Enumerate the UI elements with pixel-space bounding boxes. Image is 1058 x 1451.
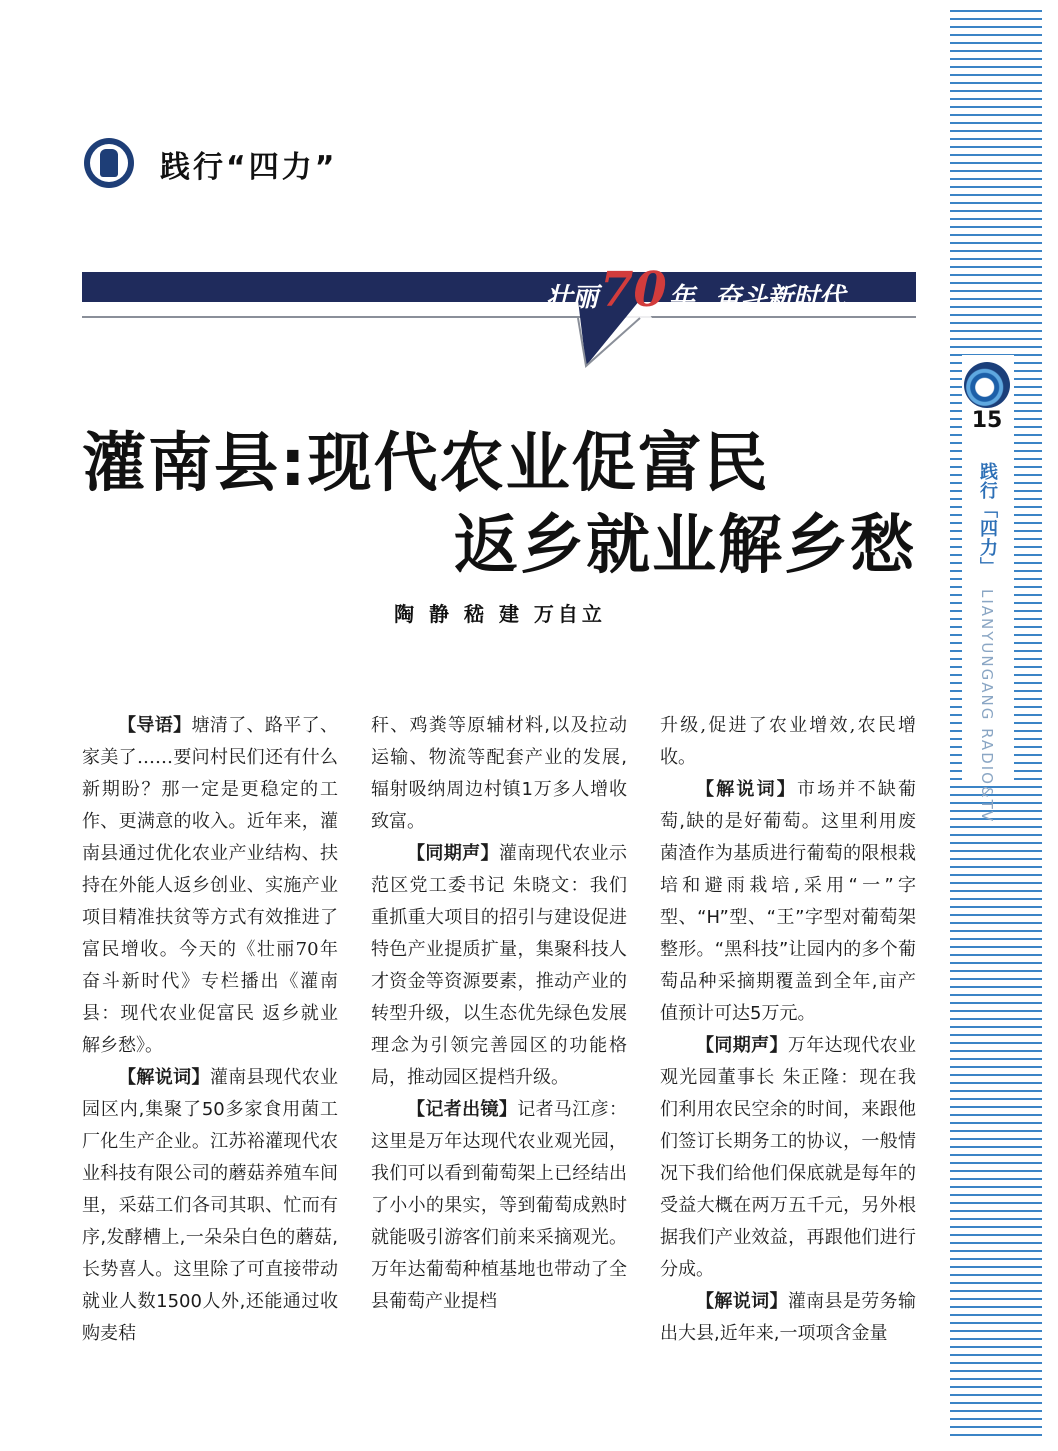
banner-part4: 奋斗新时代 (714, 283, 845, 313)
paragraph (371, 710, 627, 838)
banner-part3: 年 (668, 283, 695, 313)
paragraph (371, 838, 627, 1094)
side-column-label (974, 462, 1000, 823)
paragraph (82, 710, 338, 1062)
paragraph-text: 记者马江彦：这里是万年达现代农业观光园，我们可以看到葡萄架上已经结出了小小的果实，等到葡萄成熟时就能吸引游客们前来采摘观光。万年达葡萄种植基地也带动了全县葡萄产业提档 (371, 1099, 628, 1312)
paragraph-text: 万年达现代农业观光园董事长 朱正隆：现在我们利用农民空余的时间，来跟他们签订长期务工的协议，一般情况下我们给他们保底就是每年的受益大概在两万五千元，另外根据我们产业效益，再跟他们进行分成。 (660, 1035, 917, 1280)
paragraph-text: 灌南县现代农业园区内,集聚了50多家食用菌工厂化生产企业。江苏裕灌现代农业科技有限公司的蘑菇养殖车间里，采菇工们各司其职、忙而有序,发酵槽上,一朵朵白色的蘑菇,长势喜人。这里除了可直接带动就业人数1500人外,还能通过收购麦秸 (82, 1067, 339, 1344)
paragraph (660, 1030, 916, 1286)
paragraph-tag: 【导语】 (118, 715, 192, 736)
paragraph (371, 1094, 627, 1318)
article-column-1 (82, 710, 338, 1350)
paragraph (660, 774, 916, 1030)
paragraph-tag: 【记者出镜】 (407, 1099, 518, 1120)
banner-slogan (546, 262, 845, 318)
paragraph-text: 灌南现代农业示范区党工委书记 朱晓文：我们重抓重大项目的招引与建设促进特色产业提质扩量，集聚科技人才资金等资源要素，推动产业的转型升级，以生态优先绿色发展理念为引领完善园区的功能格局，推动园区提档升级。 (371, 843, 628, 1088)
side-column-cn: 践行「四力」 (977, 462, 998, 576)
side-column-en: LIANYUNGANG RADIO&TV (978, 588, 996, 823)
paragraph-text: 升级,促进了农业增效,农民增收。 (660, 715, 916, 768)
page-number: 15 (971, 408, 1003, 433)
authors: 陶 静 嵇 建 万自立 (394, 602, 606, 626)
banner-part2: 70 (600, 262, 667, 318)
section-title: 践行“四力” (160, 150, 338, 185)
paragraph-text: 灌南县是劳务输出大县,近年来,一项项含金量 (660, 1291, 917, 1344)
banner-arrow-icon (0, 0, 1058, 380)
paragraph-tag: 【解说词】 (696, 779, 797, 800)
article-column-2 (371, 710, 627, 1318)
banner-part1: 壮丽 (546, 283, 599, 313)
paragraph (660, 710, 916, 774)
paragraph-text: 秆、鸡粪等原辅材料,以及拉动运输、物流等配套产业的发展,辐射吸纳周边村镇1万多人增收致富。 (371, 715, 627, 832)
paragraph-tag: 【解说词】 (696, 1291, 788, 1312)
paragraph-tag: 【同期声】 (407, 843, 499, 864)
paragraph-tag: 【同期声】 (696, 1035, 788, 1056)
paragraph-text: 塘清了、路平了、家美了……要问村民们还有什么新期盼？那一定是更稳定的工作、更满意的收入。近年来，灌南县通过优化农业产业结构、扶持在外能人返乡创业、实施产业项目精准扶贫等方式有效推进了富民增收。今天的《壮丽70年 奋斗新时代》专栏播出《灌南县：现代农业促富民 返乡就业解乡愁》。 (82, 715, 339, 1056)
headline-line2: 返乡就业解乡愁 (454, 509, 916, 583)
article-column-3 (660, 710, 916, 1350)
paragraph (82, 1062, 338, 1350)
paragraph-tag: 【解说词】 (118, 1067, 210, 1088)
paragraph-text: 市场并不缺葡萄,缺的是好葡萄。这里利用废菌渣作为基质进行葡萄的限根栽培和避雨栽培,采用“一”字型、“H”型、“王”字型对葡萄架整形。“黑科技”让园内的多个葡萄品种采摘期覆盖到全年,亩产值预计可达5万元。 (660, 779, 916, 1024)
headline-line1: 灌南县:现代农业促富民 (82, 427, 770, 501)
paragraph (660, 1286, 916, 1350)
